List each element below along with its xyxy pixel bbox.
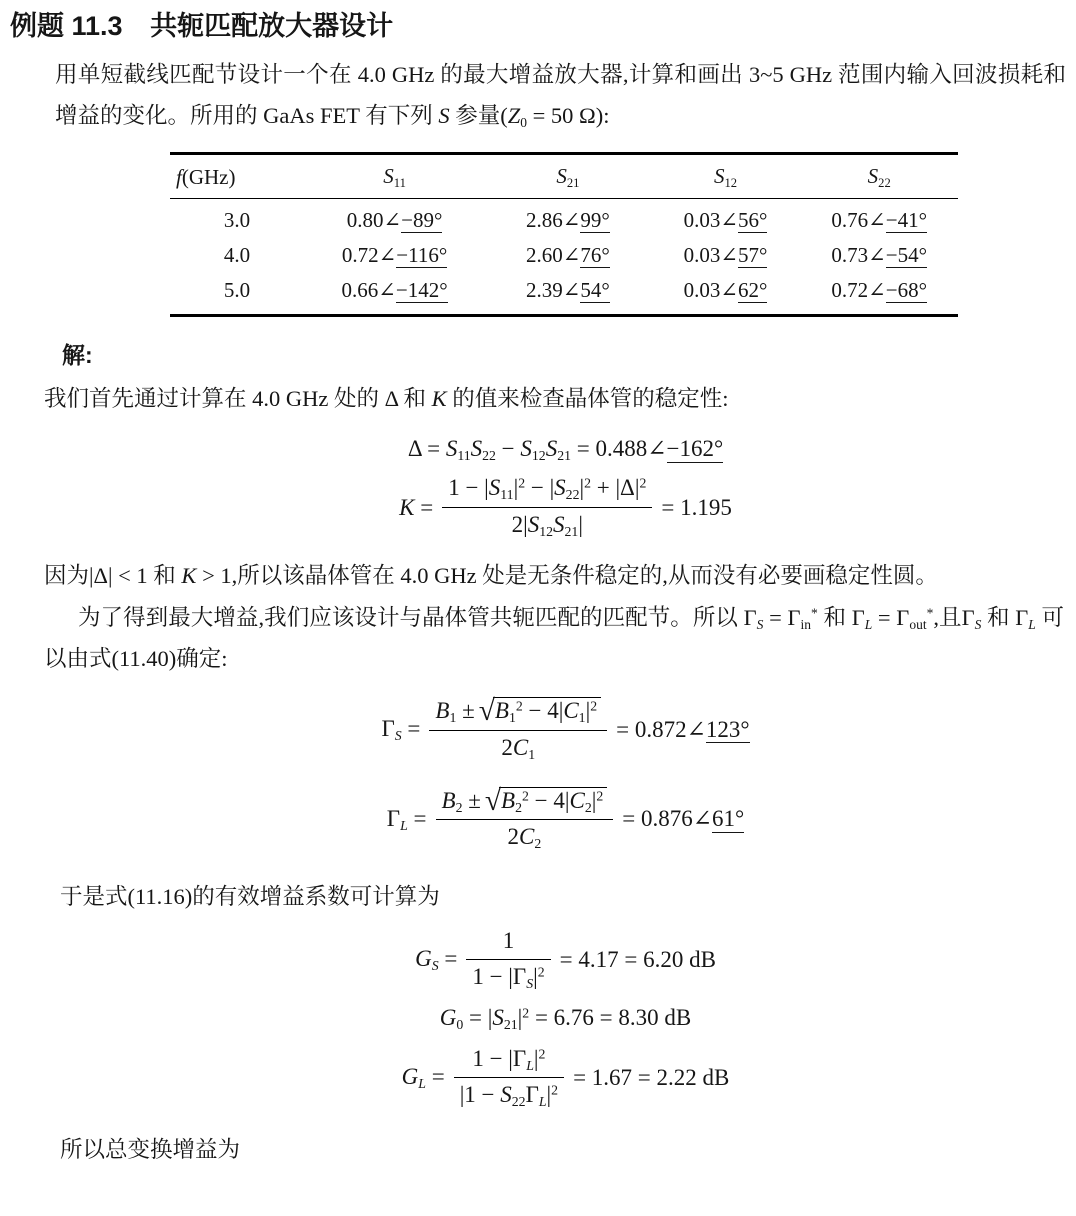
equation-gl [0, 1045, 1076, 1111]
equation-k [0, 474, 1076, 540]
fraction [429, 695, 607, 763]
col-header-frequency: f(GHz) [170, 154, 304, 199]
table-row [170, 238, 958, 273]
equation-gs [0, 927, 1076, 992]
paragraph-stability-check: 我们首先通过计算在 4.0 GHz 处的 Δ 和 K 的值来检查晶体管的稳定性: [44, 385, 729, 411]
cell-s11: 0.80∠−89° [346, 208, 443, 233]
equation-k-lhs: K = [399, 494, 434, 520]
equation-gamma-l-lhs: $\Gamma_L$ = [386, 805, 427, 833]
equation-gamma-s-rhs: = 0.872∠123° [616, 716, 750, 742]
fraction-numerator: $1 - |\Gamma_L|^2$ [472, 1045, 546, 1073]
equation-gl-rhs: = 1.67 = 2.22 dB [573, 1065, 730, 1091]
equation-g0-text: $G_0 = |S_{21}|^2 = 6.76 = 8.30$ dB [439, 1004, 692, 1033]
fraction-bar [436, 819, 614, 820]
fraction-bar [466, 959, 550, 960]
example-title [0, 0, 1076, 42]
paragraph-total-gain: 所以总变换增益为 [60, 1137, 241, 1163]
col-header-s22: $S_{22}$ [800, 154, 958, 199]
fraction-numerator [436, 785, 614, 816]
cell-s12: 0.03∠57° [683, 243, 768, 268]
equation-delta [0, 433, 1076, 466]
cell-s21: 2.86∠99° [526, 208, 610, 233]
cell-freq: 3.0 [223, 208, 251, 233]
equation-delta-text: $\Delta = S_{11}S_{22} - S_{12}S_{21}$ = 0.488∠−162° [407, 436, 724, 464]
cell-s21: 2.39∠54° [526, 278, 610, 303]
paragraph-unconditionally-stable: 因为|Δ| < 1 和 K > 1,所以该晶体管在 4.0 GHz 处是无条件稳定的,从而没有必要画稳定性圆。 [44, 562, 938, 588]
paragraph-gain-factors: 于是式(11.16)的有效增益系数可计算为 [60, 883, 440, 909]
cell-s22: 0.73∠−54° [831, 243, 927, 268]
radicand: $B_2^2 - 4|C_2|^2$ [499, 787, 607, 813]
fraction-numerator [429, 695, 607, 726]
cell-s12: 0.03∠56° [683, 208, 768, 233]
col-header-s11: $S_{11}$ [304, 154, 485, 199]
fraction [454, 1045, 564, 1111]
solution-heading: 解: [62, 342, 93, 369]
equation-gs-rhs: = 4.17 = 6.20 dB [559, 946, 716, 972]
fraction-numerator: 1 [502, 927, 515, 953]
numerator-prefix: $B_1$ ± [435, 698, 475, 726]
fraction-denominator: $|1 - S_{22}\Gamma_L|^2$ [459, 1082, 559, 1110]
table-body [170, 199, 958, 316]
radical-sign: √ [484, 785, 502, 818]
fraction-denominator: $2C_2$ [507, 824, 542, 852]
table-row [170, 273, 958, 316]
fraction-numerator: $1 - |S_{11}|^2 - |S_{22}|^2 + |\Delta|^2$ [448, 475, 647, 503]
example-number: 例题 11.3 [10, 11, 123, 41]
table-row [170, 199, 958, 239]
square-root [478, 695, 601, 728]
fraction [436, 785, 614, 853]
equation-gamma-l [0, 785, 1076, 853]
numerator-prefix: $B_2$ ± [441, 788, 481, 816]
square-root [484, 785, 607, 818]
equation-g0 [0, 1002, 1076, 1035]
example-name: 共轭匹配放大器设计 [150, 11, 394, 41]
equation-gamma-l-rhs: = 0.876∠61° [622, 806, 745, 832]
fraction [466, 927, 550, 992]
table-header-row [170, 154, 958, 199]
cell-freq: 5.0 [223, 278, 251, 303]
fraction-bar [429, 730, 607, 731]
fraction-denominator: $1 - |\Gamma_S|^2$ [472, 963, 545, 991]
equation-gl-lhs: $G_L$ = [401, 1064, 445, 1092]
fraction-bar [442, 507, 652, 508]
paragraph-conjugate-match: 为了得到最大增益,我们应该设计与晶体管共轭匹配的匹配节。所以 $\Gamma_S = \Gamma_{in}^*$ 和 $\Gamma_L = \Gamma_{out}^*$,且$\Gamma_S$ 和 $\Gamma_L$ 可以由式(11.40)确定: [44, 605, 1064, 671]
cell-freq: 4.0 [223, 243, 251, 268]
cell-s21: 2.60∠76° [526, 243, 610, 268]
radicand: $B_1^2 - 4|C_1|^2$ [493, 697, 601, 723]
cell-s11: 0.66∠−142° [341, 278, 448, 303]
fraction [442, 474, 652, 540]
equation-gamma-s [0, 695, 1076, 763]
fraction-denominator: $2C_1$ [501, 734, 536, 762]
col-header-s12: $S_{12}$ [651, 154, 801, 199]
col-header-s21: $S_{21}$ [485, 154, 650, 199]
problem-statement: 用单短截线匹配节设计一个在 4.0 GHz 的最大增益放大器,计算和画出 3~5 GHz 范围内输入回波损耗和增益的变化。所用的 GaAs FET 有下列 S 参量($Z_0 = 50$ Ω): [55, 62, 1066, 131]
cell-s12: 0.03∠62° [683, 278, 768, 303]
cell-s22: 0.76∠−41° [831, 208, 927, 233]
equation-gamma-s-lhs: $\Gamma_S$ = [381, 715, 421, 743]
equation-k-rhs: = 1.195 [661, 494, 732, 520]
fraction-denominator: $2|S_{12}S_{21}|$ [511, 511, 583, 539]
table-head [170, 154, 958, 199]
fraction-bar [454, 1077, 564, 1078]
cell-s11: 0.72∠−116° [341, 243, 448, 268]
equation-gs-lhs: $G_S$ = [415, 946, 458, 974]
s-parameter-table [170, 152, 958, 317]
cell-s22: 0.72∠−68° [831, 278, 927, 303]
radical-sign: √ [478, 695, 495, 728]
